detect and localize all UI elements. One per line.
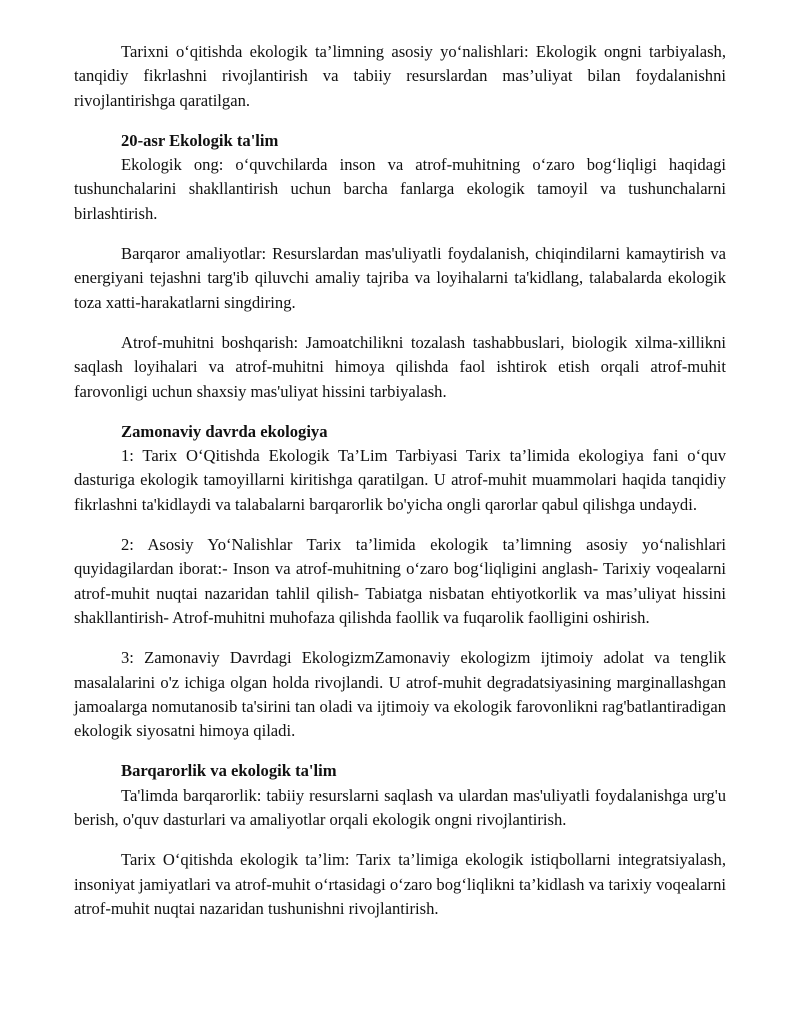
paragraph-item-2: 2: Asosiy Yo‘Nalishlar Tarix ta’limida ekologik ta’limning asosiy yo‘nalishlari quyidagilardan iborat:- Inson va atrof-muhitning o‘zaro bog‘liqligini anglash- Tarixiy voqealarni atrof-muhit nuqtai nazaridan tahlil qilish- Tabiatga nisbatan ehtiyotkorlik va mas’uliyat hissini shakllantirish- Atrof-muhitni muhofaza qilishda faollik va fuqarolik faolligini oshirish.	[74, 535, 726, 627]
paragraph-item-1: 1: Tarix O‘Qitishda Ekologik Ta’Lim Tarbiyasi Tarix ta’limida ekologiya fani o‘quv dasturiga ekologik tamoyillarni kiritishga qaratilgan. U atrof-muhit muammolari haqida tanqidiy fikrlashni ta'kidlaydi va talabalarni barqarorlik bo'yicha ongli qarorlar qabul qilishga undaydi.	[74, 446, 726, 514]
spacer	[74, 226, 726, 242]
paragraph-sustainable-practices: Barqaror amaliyotlar: Resurslardan mas'uliyatli foydalanish, chiqindilarni kamaytirish va energiyani tejashni targ'ib qiluvchi amaliy tajriba va loyihalarni ta'kidlang, talabalarda ekologik toza xatti-harakatlarni singdiring.	[74, 244, 726, 312]
spacer	[74, 743, 726, 759]
heading-20th-century: 20-asr Ekologik ta'lim	[121, 130, 279, 150]
spacer	[74, 517, 726, 533]
spacer	[74, 113, 726, 129]
document-page	[74, 40, 726, 921]
paragraph-intro: Tarixni o‘qitishda ekologik ta’limning asosiy yo‘nalishlari: Ekologik ongni tarbiyalash, tanqidiy fikrlashni rivojlantirish va tabiiy resurslardan mas’uliyat bilan foydalanishni rivojlantirishga qaratilgan.	[74, 42, 726, 110]
spacer	[74, 630, 726, 646]
heading-sustainability: Barqarorlik va ekologik ta'lim	[121, 761, 337, 781]
paragraph-sustainability-education: Ta'limda barqarorlik: tabiiy resurslarni saqlash va ulardan mas'uliyatli foydalanishga urg'u berish, o'quv dasturlari va amaliyotlar orqali ekologik ongni rivojlantirish.	[74, 785, 726, 830]
paragraph-history-teaching: Tarix O‘qitishda ekologik ta’lim: Tarix ta’limiga ekologik istiqbollarni integratsiyalash, insoniyat jamiyatlari va atrof-muhit o‘rtasidagi o‘zaro bog‘liqlikni ta’kidlash va tarixiy voqealarni atrof-muhit nuqtai nazaridan tushunishni rivojlantirish.	[74, 850, 726, 918]
paragraph-environmental-management: Atrof-muhitni boshqarish: Jamoatchilikni tozalash tashabbuslari, biologik xilma-xillikni saqlash loyihalari va atrof-muhitni himoya qilishda faol ishtirok etish orqali atrof-muhit farovonligi uchun shaxsiy mas'uliyat hissini tarbiyalash.	[74, 332, 726, 401]
spacer	[74, 315, 726, 331]
spacer	[74, 832, 726, 848]
paragraph-ecological-awareness: Ekologik ong: o‘quvchilarda inson va atrof-muhitning o‘zaro bog‘liqligi haqidagi tushunchalarini shakllantirish uchun barcha fanlarga ekologik tamoyil va tushunchalarni birlashtirish.	[74, 155, 726, 223]
heading-modern-era: Zamonaviy davrda ekologiya	[121, 421, 328, 441]
spacer	[74, 404, 726, 420]
paragraph-item-3: 3: Zamonaviy Davrdagi EkologizmZamonaviy ekologizm ijtimoiy adolat va tenglik masalalarini o'z ichiga olgan holda rivojlandi. U atrof-muhit degradatsiyasining marginallashgan jamoalarga nomutanosib ta'sirini tan oladi va ijtimoiy va ekologik farovonlikni rag'batlantiradigan ekologik siyosatni himoya qiladi.	[74, 648, 726, 741]
